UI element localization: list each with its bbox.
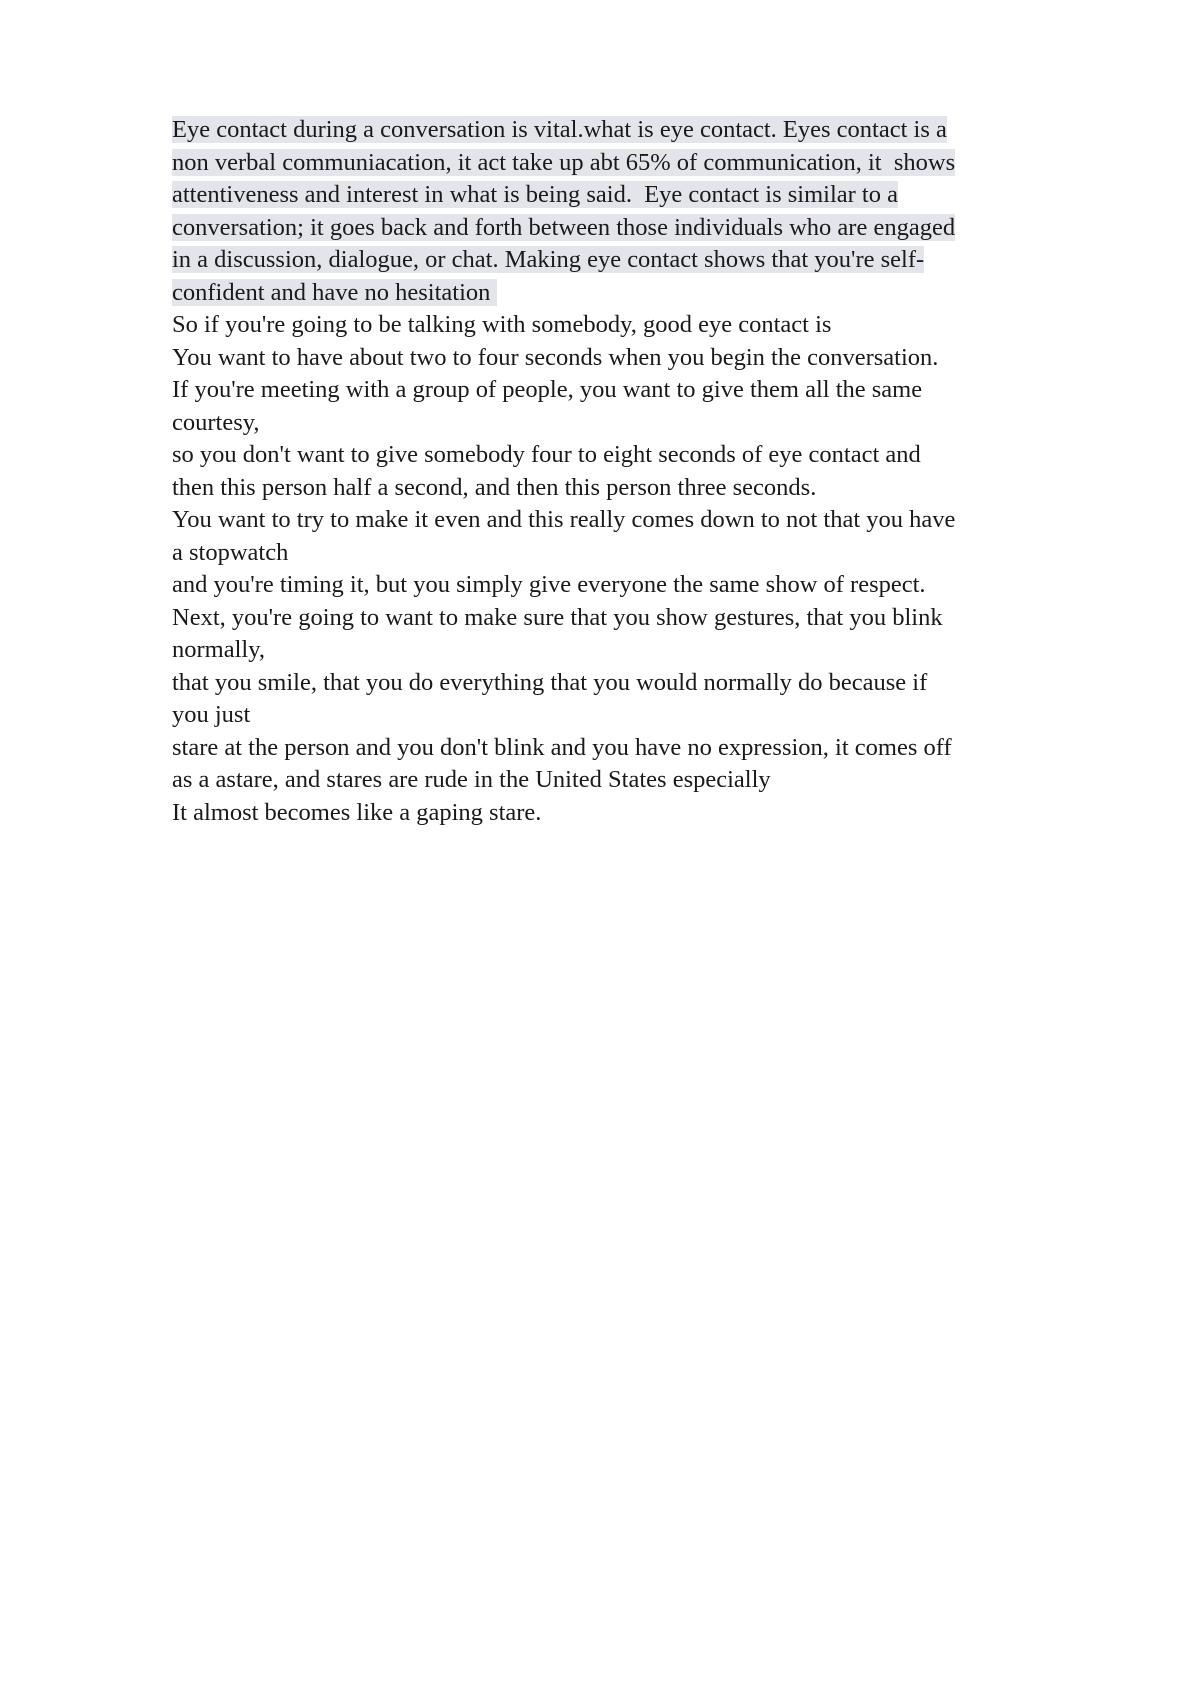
text-line: You want to have about two to four seconds when you begin the conversation. xyxy=(172,343,939,371)
text-line: that you smile, that you do everything that you would normally do because if xyxy=(172,668,928,696)
highlighted-line xyxy=(172,179,1092,212)
text-line: You want to try to make it even and this really comes down to not that you have xyxy=(172,506,956,533)
highlighted-text: attentiveness and interest in what is being said. Eye contact is similar to a xyxy=(172,181,898,208)
text-line: It almost becomes like a gaping stare. xyxy=(172,798,542,826)
text-line: then this person half a second, and then this person three seconds. xyxy=(172,473,817,501)
highlighted-line xyxy=(172,114,1092,147)
highlighted-line xyxy=(172,277,1092,310)
highlighted-text: conversation; it goes back and forth between those individuals who are engaged xyxy=(172,213,956,241)
highlighted-text: confident and have no hesitation xyxy=(172,278,497,306)
highlighted-text: Eye contact during a conversation is vital.what is eye contact. Eyes contact is a xyxy=(172,116,947,143)
text-line: So if you're going to be talking with somebody, good eye contact is xyxy=(172,311,832,338)
highlighted-line xyxy=(172,212,1092,245)
text-line: and you're timing it, but you simply give everyone the same show of respect. xyxy=(172,571,926,598)
text-line: courtesy, xyxy=(172,408,260,436)
document-body xyxy=(172,114,1092,829)
highlighted-line xyxy=(172,244,1092,277)
text-line: stare at the person and you don't blink and you have no expression, it comes off xyxy=(172,733,952,761)
highlighted-text: non verbal communiacation, it act take up abt 65% of communication, it shows xyxy=(172,148,956,176)
text-line: If you're meeting with a group of people, you want to give them all the same xyxy=(172,376,923,403)
text-line: you just xyxy=(172,701,251,728)
highlighted-text: in a discussion, dialogue, or chat. Making eye contact shows that you're self- xyxy=(172,246,925,273)
text-line: normally, xyxy=(172,636,265,663)
text-line: Next, you're going to want to make sure that you show gestures, that you blink xyxy=(172,603,943,631)
highlighted-line xyxy=(172,147,1092,180)
text-line: as a astare, and stares are rude in the United States especially xyxy=(172,766,771,793)
text-line: so you don't want to give somebody four to eight seconds of eye contact and xyxy=(172,441,921,468)
text-line: a stopwatch xyxy=(172,538,289,566)
